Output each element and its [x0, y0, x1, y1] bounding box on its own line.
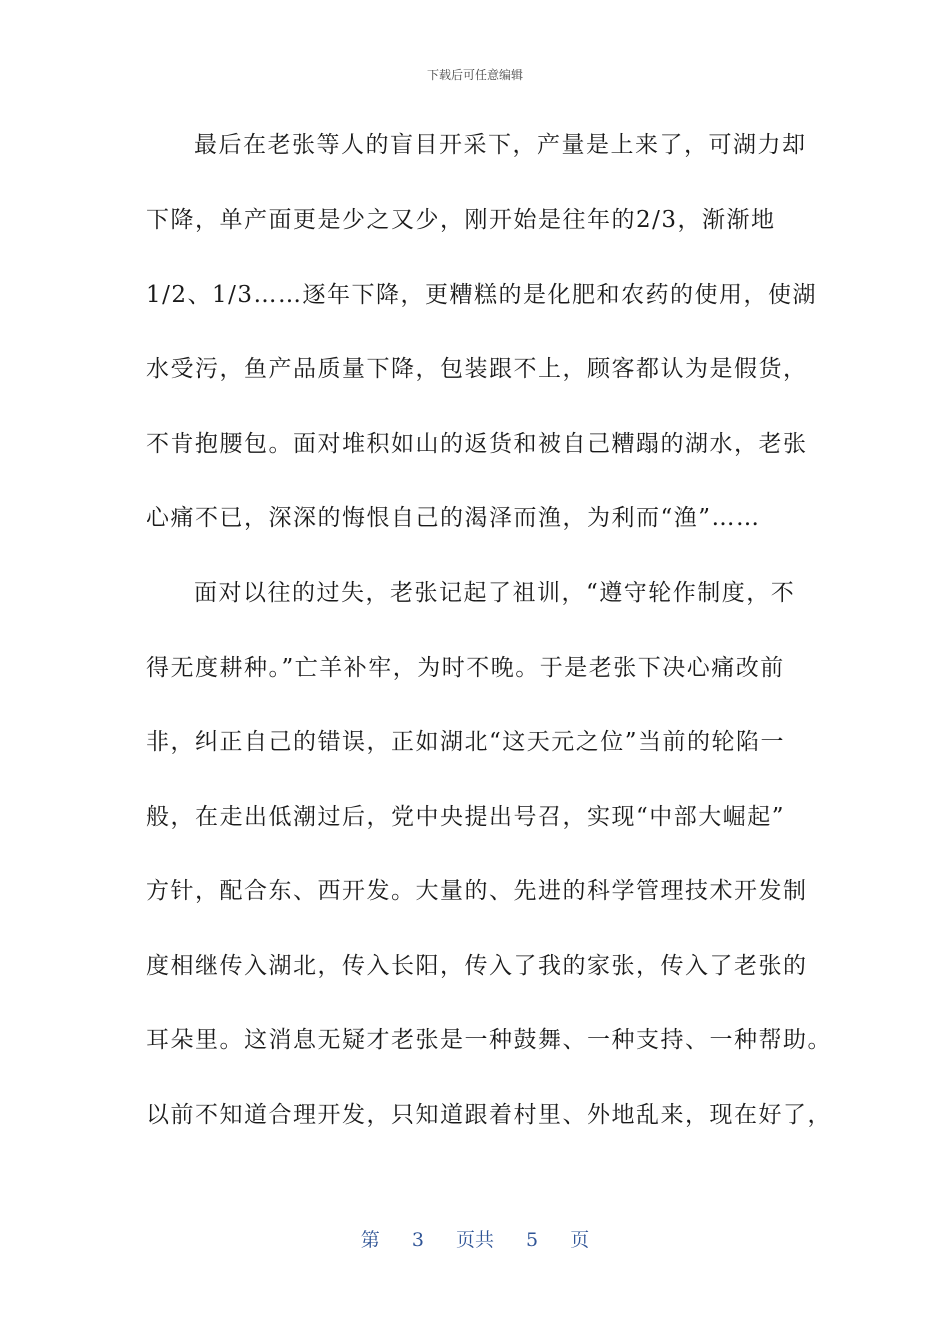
paragraph-1-line-4: 水受污，鱼产品质量下降，包装跟不上，顾客都认为是假货， [146, 356, 808, 382]
paragraph-2-line-2: 得无度耕种。”亡羊补牢，为时不晚。于是老张下决心痛改前 [146, 655, 785, 681]
footer-total-pages: 5 [526, 1229, 539, 1251]
paragraph-2-line-8: 以前不知道合理开发，只知道跟着村里、外地乱来，现在好了， [146, 1102, 832, 1128]
footer-prefix: 第 [360, 1229, 380, 1251]
paragraph-1-line-6: 心痛不已，深深的悔恨自己的渴泽而渔，为利而“渔”…… [146, 505, 761, 531]
paragraph-2-line-3: 非，纠正自己的错误，正如湖北“这天元之位”当前的轮陷一 [146, 729, 786, 755]
paragraph-2-line-5: 方针，配合东、西开发。大量的、先进的科学管理技术开发制 [146, 878, 808, 904]
paragraph-1-line-1: 最后在老张等人的盲目开采下，产量是上来了，可湖力却 [194, 132, 807, 158]
paragraph-2-line-7: 耳朵里。这消息无疑才老张是一种鼓舞、一种支持、一种帮助。 [146, 1027, 832, 1053]
page-footer [0, 1225, 950, 1252]
footer-middle: 页共 [455, 1229, 494, 1251]
paragraph-1-line-2: 下降，单产面更是少之又少，刚开始是往年的2/3，渐渐地 [146, 207, 776, 233]
paragraph-1-line-3: 1/2、1/3……逐年下降，更糟糕的是化肥和农药的使用，使湖 [146, 282, 818, 308]
footer-page-number: 3 [411, 1229, 424, 1251]
paragraph-2-line-1: 面对以往的过失，老张记起了祖训，“遵守轮作制度，不 [194, 580, 796, 606]
paragraph-2-line-6: 度相继传入湖北，传入长阳，传入了我的家张，传入了老张的 [146, 953, 808, 979]
page-header: 下载后可任意编辑 [426, 68, 523, 82]
paragraph-2-line-4: 般，在走出低潮过后，党中央提出号召，实现“中部大崛起” [146, 804, 786, 830]
paragraph-1-line-5: 不肯抱腰包。面对堆积如山的返货和被自己糟蹋的湖水，老张 [146, 431, 808, 457]
footer-suffix: 页 [570, 1229, 590, 1251]
